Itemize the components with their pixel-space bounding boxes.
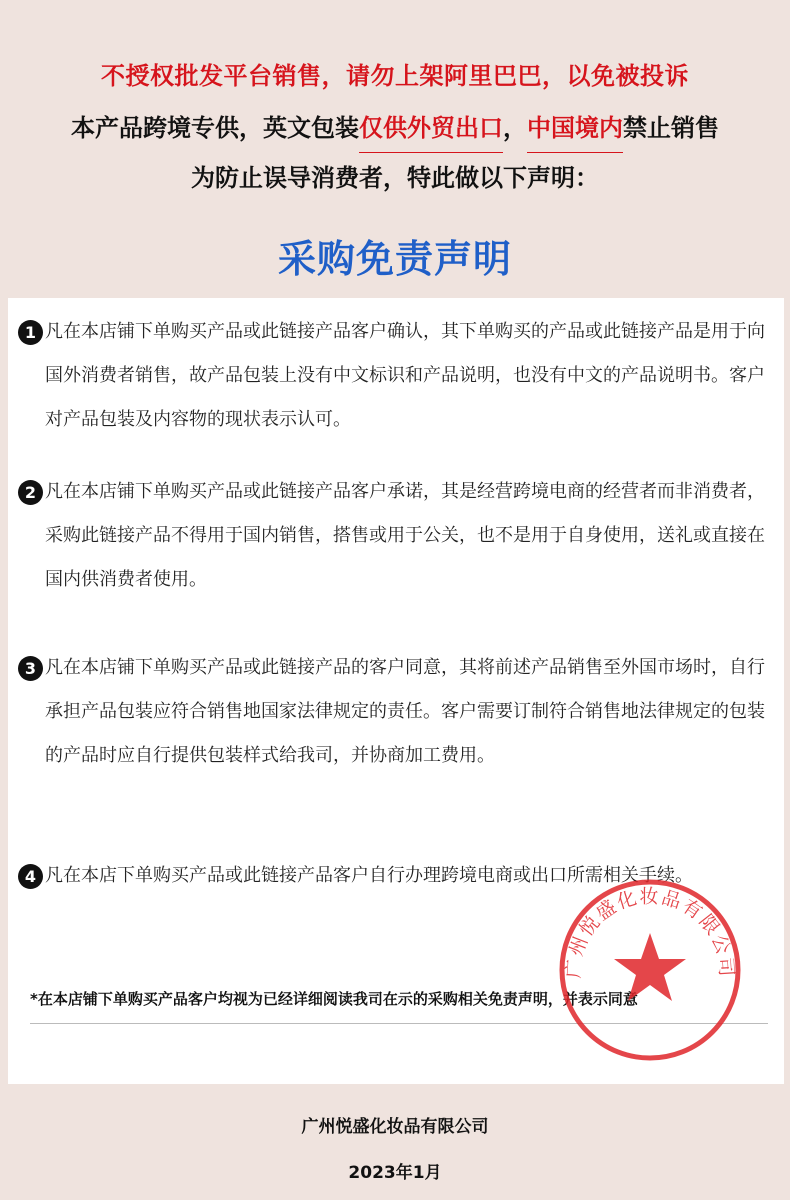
declaration-intro: 为防止误导消费者，特此做以下声明： [191,164,599,192]
domestic-highlight: 中国境内 [527,108,623,143]
disclaimer-item [18,646,778,778]
warning-line: 不授权批发平台销售，请勿上架阿里巴巴，以免被投诉 [101,62,689,90]
company-seal-icon [555,875,745,1065]
export-notice-comma: ， [503,114,527,142]
number-badge-icon: 2 [18,480,43,505]
disclaimer-text: 凡在本店铺下单购买产品或此链接产品客户确认，其下单购买的产品或此链接产品是用于向国外消费者销售，故产品包装上没有中文标识和产品说明，也没有中文的产品说明书。客户对产品包装及内容物的现状表示认可。 [45,321,765,430]
page-title: 采购免责声明 [277,237,512,281]
disclaimer-item [18,310,778,442]
export-notice-text-a: 本产品跨境专供，英文包装 [71,114,359,142]
disclaimer-item [18,470,778,602]
number-badge-icon: 4 [18,864,43,889]
disclaimer-text: 凡在本店铺下单购买产品或此链接产品客户承诺，其是经营跨境电商的经营者而非消费者，采购此链接产品不得用于国内销售，搭售或用于公关，也不是用于自身使用，送礼或直接在国内供消费者使用。 [45,481,765,590]
number-badge-icon: 1 [18,320,43,345]
issue-date: 2023年1月 [348,1163,442,1183]
export-notice-text-b: 禁止销售 [623,114,719,142]
export-only-highlight: 仅供外贸出口 [359,108,503,143]
disclaimer-text: 凡在本店铺下单购买产品或此链接产品的客户同意，其将前述产品销售至外国市场时，自行承担产品包装应符合销售地国家法律规定的责任。客户需要订制符合销售地法律规定的包装的产品时应自行提供包装样式给我司，并协商加工费用。 [45,657,765,766]
footnote: *在本店铺下单购买产品客户均视为已经详细阅读我司在示的采购相关免责声明，并表示同意 [30,990,638,1008]
seal-text: 广州悦盛化妆品有限公司 [562,885,738,980]
export-notice-line [0,108,790,143]
number-badge-icon: 3 [18,656,43,681]
disclaimer-text: 凡在本店下单购买产品或此链接产品客户自行办理跨境电商或出口所需相关手续。 [45,865,693,886]
company-name: 广州悦盛化妆品有限公司 [301,1117,489,1137]
